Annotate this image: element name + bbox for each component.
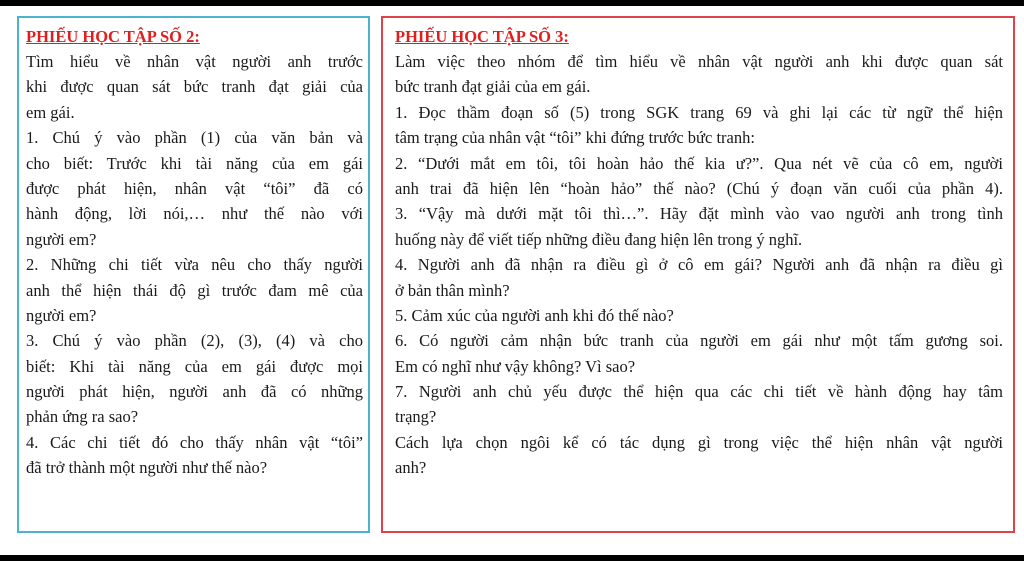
text-line: 3. “Vậy mà dưới mặt tôi thì…”. Hãy đặt mình vào vao người anh trong tình bbox=[395, 204, 1003, 224]
text-line: 1. Chú ý vào phần (1) của văn bản và bbox=[26, 128, 363, 148]
text-line: 2. Những chi tiết vừa nêu cho thấy người bbox=[26, 255, 363, 275]
text-line: Làm việc theo nhóm để tìm hiểu về nhân vật người anh khi được quan sát bbox=[395, 52, 1003, 71]
text-line: 2. “Dưới mắt em tôi, tôi hoàn hảo thế kia ư?”. Qua nét vẽ của cô em, người bbox=[395, 153, 1003, 173]
text-line: khi được quan sát bức tranh đạt giải của bbox=[26, 77, 363, 97]
text-line: Em có nghĩ như vậy không? Vì sao? bbox=[395, 356, 636, 376]
text-line: ở bản thân mình? bbox=[395, 280, 510, 300]
text-line: huống này để viết tiếp những điều đang hiện lên trong ý nghĩ. bbox=[395, 229, 803, 249]
text-line: anh trai đã hiện lên “hoàn hảo” thế nào? (Chú ý đoạn văn cuối của phần 4). bbox=[395, 178, 1003, 198]
text-line: bức tranh đạt giải của em gái. bbox=[395, 77, 591, 97]
text-line: phản ứng ra sao? bbox=[26, 407, 139, 427]
text-line: tâm trạng của nhân vật “tôi” khi đứng trước bức tranh: bbox=[395, 128, 755, 148]
text-line: 3. Chú ý vào phần (2), (3), (4) và cho bbox=[26, 331, 363, 351]
text-line: 4. Người anh đã nhận ra điều gì ở cô em gái? Người anh đã nhận ra điều gì bbox=[395, 255, 1003, 275]
text-line: anh? bbox=[395, 458, 427, 478]
worksheet-card-3 bbox=[381, 16, 1015, 533]
text-line: 4. Các chi tiết đó cho thấy nhân vật “tôi” bbox=[26, 432, 363, 452]
text-line: được phát hiện, nhân vật “tôi” đã có bbox=[26, 178, 363, 198]
text-line: 5. Cảm xúc của người anh khi đó thế nào? bbox=[395, 305, 674, 325]
text-line: cho biết: Trước khi tài năng của em gái bbox=[26, 153, 363, 173]
text-line: 1. Đọc thầm đoạn số (5) trong SGK trang 69 và ghi lại các từ ngữ thể hiện bbox=[395, 102, 1003, 122]
text-line: 7. Người anh chủ yếu được thể hiện qua các chi tiết về hành động hay tâm bbox=[395, 382, 1003, 402]
worksheet-page bbox=[0, 6, 1024, 555]
text-line: anh thể hiện thái độ gì trước đam mê của bbox=[26, 280, 363, 300]
text-line: em gái. bbox=[26, 102, 75, 122]
text-line: Cách lựa chọn ngôi kể có tác dụng gì trong việc thể hiện nhân vật người bbox=[395, 432, 1003, 452]
card-title: PHIẾU HỌC TẬP SỐ 3: bbox=[395, 27, 569, 46]
text-line: biết: Khi tài năng của em gái được mọi bbox=[26, 356, 363, 376]
text-line: người em? bbox=[26, 305, 97, 325]
text-line: người em? bbox=[26, 229, 97, 249]
text-line: 6. Có người cảm nhận bức tranh của người em gái như một tấm gương soi. bbox=[395, 331, 1003, 351]
text-line: hành động, lời nói,… như thế nào với bbox=[26, 204, 363, 224]
card-title: PHIẾU HỌC TẬP SỐ 2: bbox=[26, 27, 200, 46]
text-line: Tìm hiểu về nhân vật người anh trước bbox=[26, 52, 363, 71]
text-line: người phát hiện, người anh đã có những bbox=[26, 382, 363, 402]
text-line: đã trở thành một người như thế nào? bbox=[26, 458, 268, 478]
text-line: trạng? bbox=[395, 407, 437, 427]
worksheet-card-2 bbox=[17, 16, 370, 533]
